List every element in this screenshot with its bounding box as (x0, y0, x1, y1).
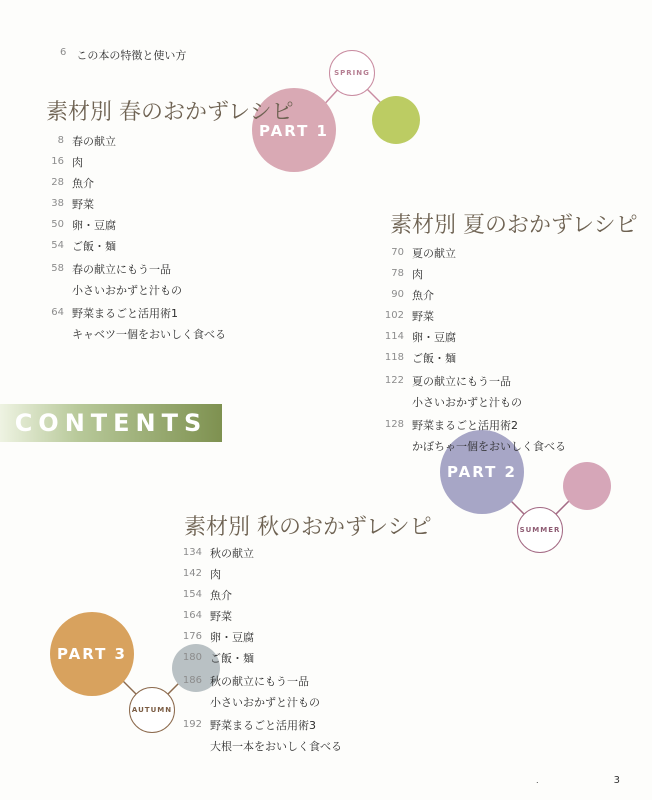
toc-page-number: 186 (182, 675, 202, 686)
part3-title: 素材別 秋のおかずレシピ (184, 515, 432, 540)
part2-season-ring: SUMMER (517, 507, 563, 553)
toc-page-number: 28 (51, 177, 64, 188)
toc-label: 魚介 (210, 589, 232, 602)
part1-toc-list (36, 133, 226, 343)
toc-sublabel: 小さいおかずと汁もの (72, 284, 182, 297)
toc-page-number: 128 (384, 419, 404, 430)
toc-label: 春の献立 (72, 135, 116, 148)
toc-entry[interactable] (376, 373, 566, 411)
toc-label: ご飯・麺 (412, 352, 456, 365)
page-number: 3 (613, 775, 620, 786)
toc-page-number: 16 (51, 156, 64, 167)
part3-season-ring: AUTUMN (129, 687, 175, 733)
part1-accent-circle (372, 96, 420, 144)
toc-entry[interactable] (174, 587, 342, 604)
toc-page-number: 164 (182, 610, 202, 621)
toc-label: 野菜 (210, 610, 232, 623)
toc-label: 卵・豆腐 (72, 219, 116, 232)
contents-banner: CONTENTS (0, 404, 222, 442)
toc-page-number: 134 (182, 547, 202, 558)
toc-page-number: 8 (57, 135, 64, 146)
toc-entry[interactable] (174, 566, 342, 583)
toc-entry[interactable] (376, 266, 566, 283)
intro-line[interactable] (60, 47, 186, 63)
toc-page-number: 54 (51, 240, 64, 251)
toc-entry[interactable] (174, 717, 342, 755)
toc-entry[interactable] (376, 308, 566, 325)
toc-page-number: 192 (182, 719, 202, 730)
toc-entry[interactable] (36, 196, 226, 213)
toc-entry[interactable] (174, 545, 342, 562)
toc-page-number: 122 (384, 375, 404, 386)
toc-entry[interactable] (376, 417, 566, 455)
toc-sublabel: 小さいおかずと汁もの (412, 396, 522, 409)
toc-label: 肉 (412, 268, 423, 281)
toc-entry[interactable] (36, 238, 226, 255)
toc-entry[interactable] (36, 133, 226, 150)
toc-page-number: 78 (391, 268, 404, 279)
toc-page-number: 90 (391, 289, 404, 300)
toc-label: 夏の献立 (412, 247, 456, 260)
toc-label: 夏の献立にもう一品 (412, 375, 511, 388)
toc-sublabel: 大根一本をおいしく食べる (210, 740, 342, 753)
toc-sublabel: キャベツ一個をおいしく食べる (72, 328, 226, 341)
toc-label: 卵・豆腐 (412, 331, 456, 344)
toc-label: 春の献立にもう一品 (72, 263, 171, 276)
toc-entry[interactable] (36, 261, 226, 299)
toc-label: 魚介 (412, 289, 434, 302)
toc-page-number: 58 (51, 263, 64, 274)
part2-title: 素材別 夏のおかずレシピ (390, 213, 638, 238)
toc-label: 野菜 (412, 310, 434, 323)
intro-label: この本の特徴と使い方 (76, 49, 187, 62)
toc-entry[interactable] (36, 154, 226, 171)
toc-page-number: 38 (51, 198, 64, 209)
toc-page-number: 176 (182, 631, 202, 642)
toc-label: 野菜まるごと活用術1 (72, 307, 178, 320)
part2-toc-list (376, 245, 566, 455)
toc-entry[interactable] (36, 175, 226, 192)
toc-page-number: 70 (391, 247, 404, 258)
toc-page-number: 50 (51, 219, 64, 230)
part2-badge: PART 2 (447, 463, 517, 481)
footer-dot: . (536, 776, 539, 785)
toc-page-number: 102 (384, 310, 404, 321)
toc-sublabel: 小さいおかずと汁もの (210, 696, 320, 709)
toc-label: 魚介 (72, 177, 94, 190)
toc-page-number: 142 (182, 568, 202, 579)
toc-label: 野菜 (72, 198, 94, 211)
toc-label: 野菜まるごと活用術2 (412, 419, 518, 432)
toc-entry[interactable] (36, 217, 226, 234)
toc-entry[interactable] (174, 629, 342, 646)
toc-page-number: 64 (51, 307, 64, 318)
part1-season-ring: SPRING (329, 50, 375, 96)
toc-label: 肉 (210, 568, 221, 581)
intro-page-number: 6 (60, 47, 67, 58)
toc-label: ご飯・麺 (72, 240, 116, 253)
toc-label: 野菜まるごと活用術3 (210, 719, 316, 732)
toc-entry[interactable] (376, 245, 566, 262)
toc-entry[interactable] (376, 287, 566, 304)
toc-page-number: 180 (182, 652, 202, 663)
part1-badge: PART 1 (259, 122, 329, 140)
toc-page-number: 118 (384, 352, 404, 363)
toc-entry[interactable] (36, 305, 226, 343)
toc-sublabel: かぼちゃ一個をおいしく食べる (412, 440, 566, 453)
toc-entry[interactable] (174, 650, 342, 667)
toc-entry[interactable] (174, 608, 342, 625)
toc-label: 秋の献立 (210, 547, 254, 560)
toc-entry[interactable] (376, 329, 566, 346)
toc-label: 肉 (72, 156, 83, 169)
toc-entry[interactable] (174, 673, 342, 711)
part3-badge: PART 3 (57, 645, 127, 663)
part1-title: 素材別 春のおかずレシピ (46, 100, 294, 125)
toc-page-number: 154 (182, 589, 202, 600)
toc-label: ご飯・麺 (210, 652, 254, 665)
part3-toc-list (174, 545, 342, 755)
toc-label: 秋の献立にもう一品 (210, 675, 309, 688)
toc-page-number: 114 (384, 331, 404, 342)
part2-accent-circle (563, 462, 611, 510)
toc-label: 卵・豆腐 (210, 631, 254, 644)
toc-entry[interactable] (376, 350, 566, 367)
